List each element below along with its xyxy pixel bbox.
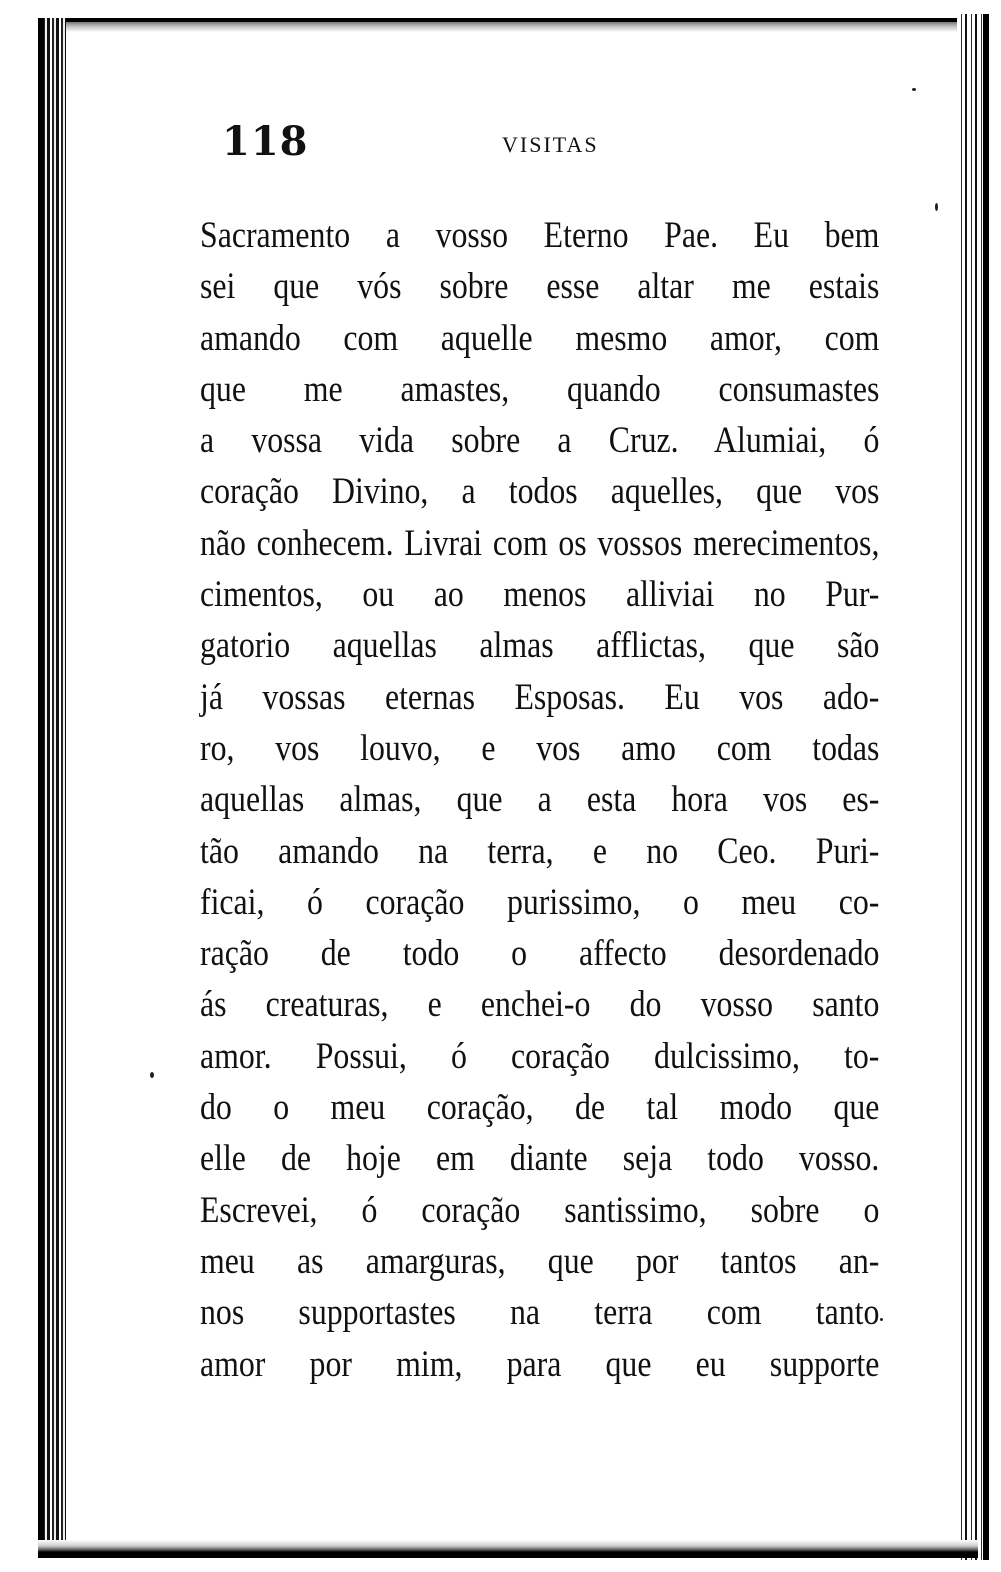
page-bottom-edge xyxy=(38,1540,978,1558)
scan-speck xyxy=(150,1072,154,1078)
text-line: amor. Possui, ó coração dulcissimo, to- xyxy=(200,1035,880,1077)
text-line: elle de hoje em diante seja todo vosso. xyxy=(200,1138,880,1180)
text-line: ração de todo o affecto desordenado xyxy=(200,933,880,975)
page-top-edge xyxy=(38,18,968,32)
text-line: amando com aquelle mesmo amor, com xyxy=(200,317,880,359)
scan-speck xyxy=(912,88,916,91)
text-line: que me amastes, quando consumastes xyxy=(200,368,880,410)
book-binding-border xyxy=(38,18,44,1556)
text-line: meu as amarguras, que por tantos an- xyxy=(200,1240,880,1282)
text-line: sei que vós sobre esse altar me estais xyxy=(200,266,880,308)
text-line: do o meu coração, de tal modo que xyxy=(200,1087,880,1129)
text-line: ficai, ó coração purissimo, o meu co- xyxy=(200,881,880,923)
text-line: ás creaturas, e enchei-o do vosso santo xyxy=(200,984,880,1026)
scan-speck xyxy=(880,1318,883,1321)
text-line: não conhecem. Livrai com os vossos merecimentos, xyxy=(200,522,880,564)
text-line: Sacramento a vosso Eterno Pae. Eu bem xyxy=(200,215,880,256)
body-text xyxy=(200,210,880,1390)
text-line: gatorio aquellas almas afflictas, que são xyxy=(200,625,880,667)
text-line: coração Divino, a todos aquelles, que vos xyxy=(200,471,880,513)
text-line: nos supportastes na terra com tanto xyxy=(200,1292,880,1334)
text-line: tão amando na terra, e no Ceo. Puri- xyxy=(200,830,880,872)
text-line: já vossas eternas Esposas. Eu vos ado- xyxy=(200,676,880,718)
text-line: aquellas almas, que a esta hora vos es- xyxy=(200,779,880,821)
page-right-border xyxy=(983,14,989,1560)
text-line: cimentos, ou ao menos alliviai no Pur- xyxy=(200,574,880,616)
text-line: amor por mim, para que eu supporte xyxy=(200,1343,880,1385)
text-line: ro, vos louvo, e vos amo com todas xyxy=(200,727,880,769)
text-line: a vossa vida sobre a Cruz. Alumiai, ó xyxy=(200,420,880,462)
text-line: Escrevei, ó coração santissimo, sobre o xyxy=(200,1189,880,1231)
running-head xyxy=(210,118,890,168)
running-title: VISITAS xyxy=(502,132,599,157)
scan-speck xyxy=(935,203,938,211)
page-number: 118 xyxy=(222,118,309,165)
